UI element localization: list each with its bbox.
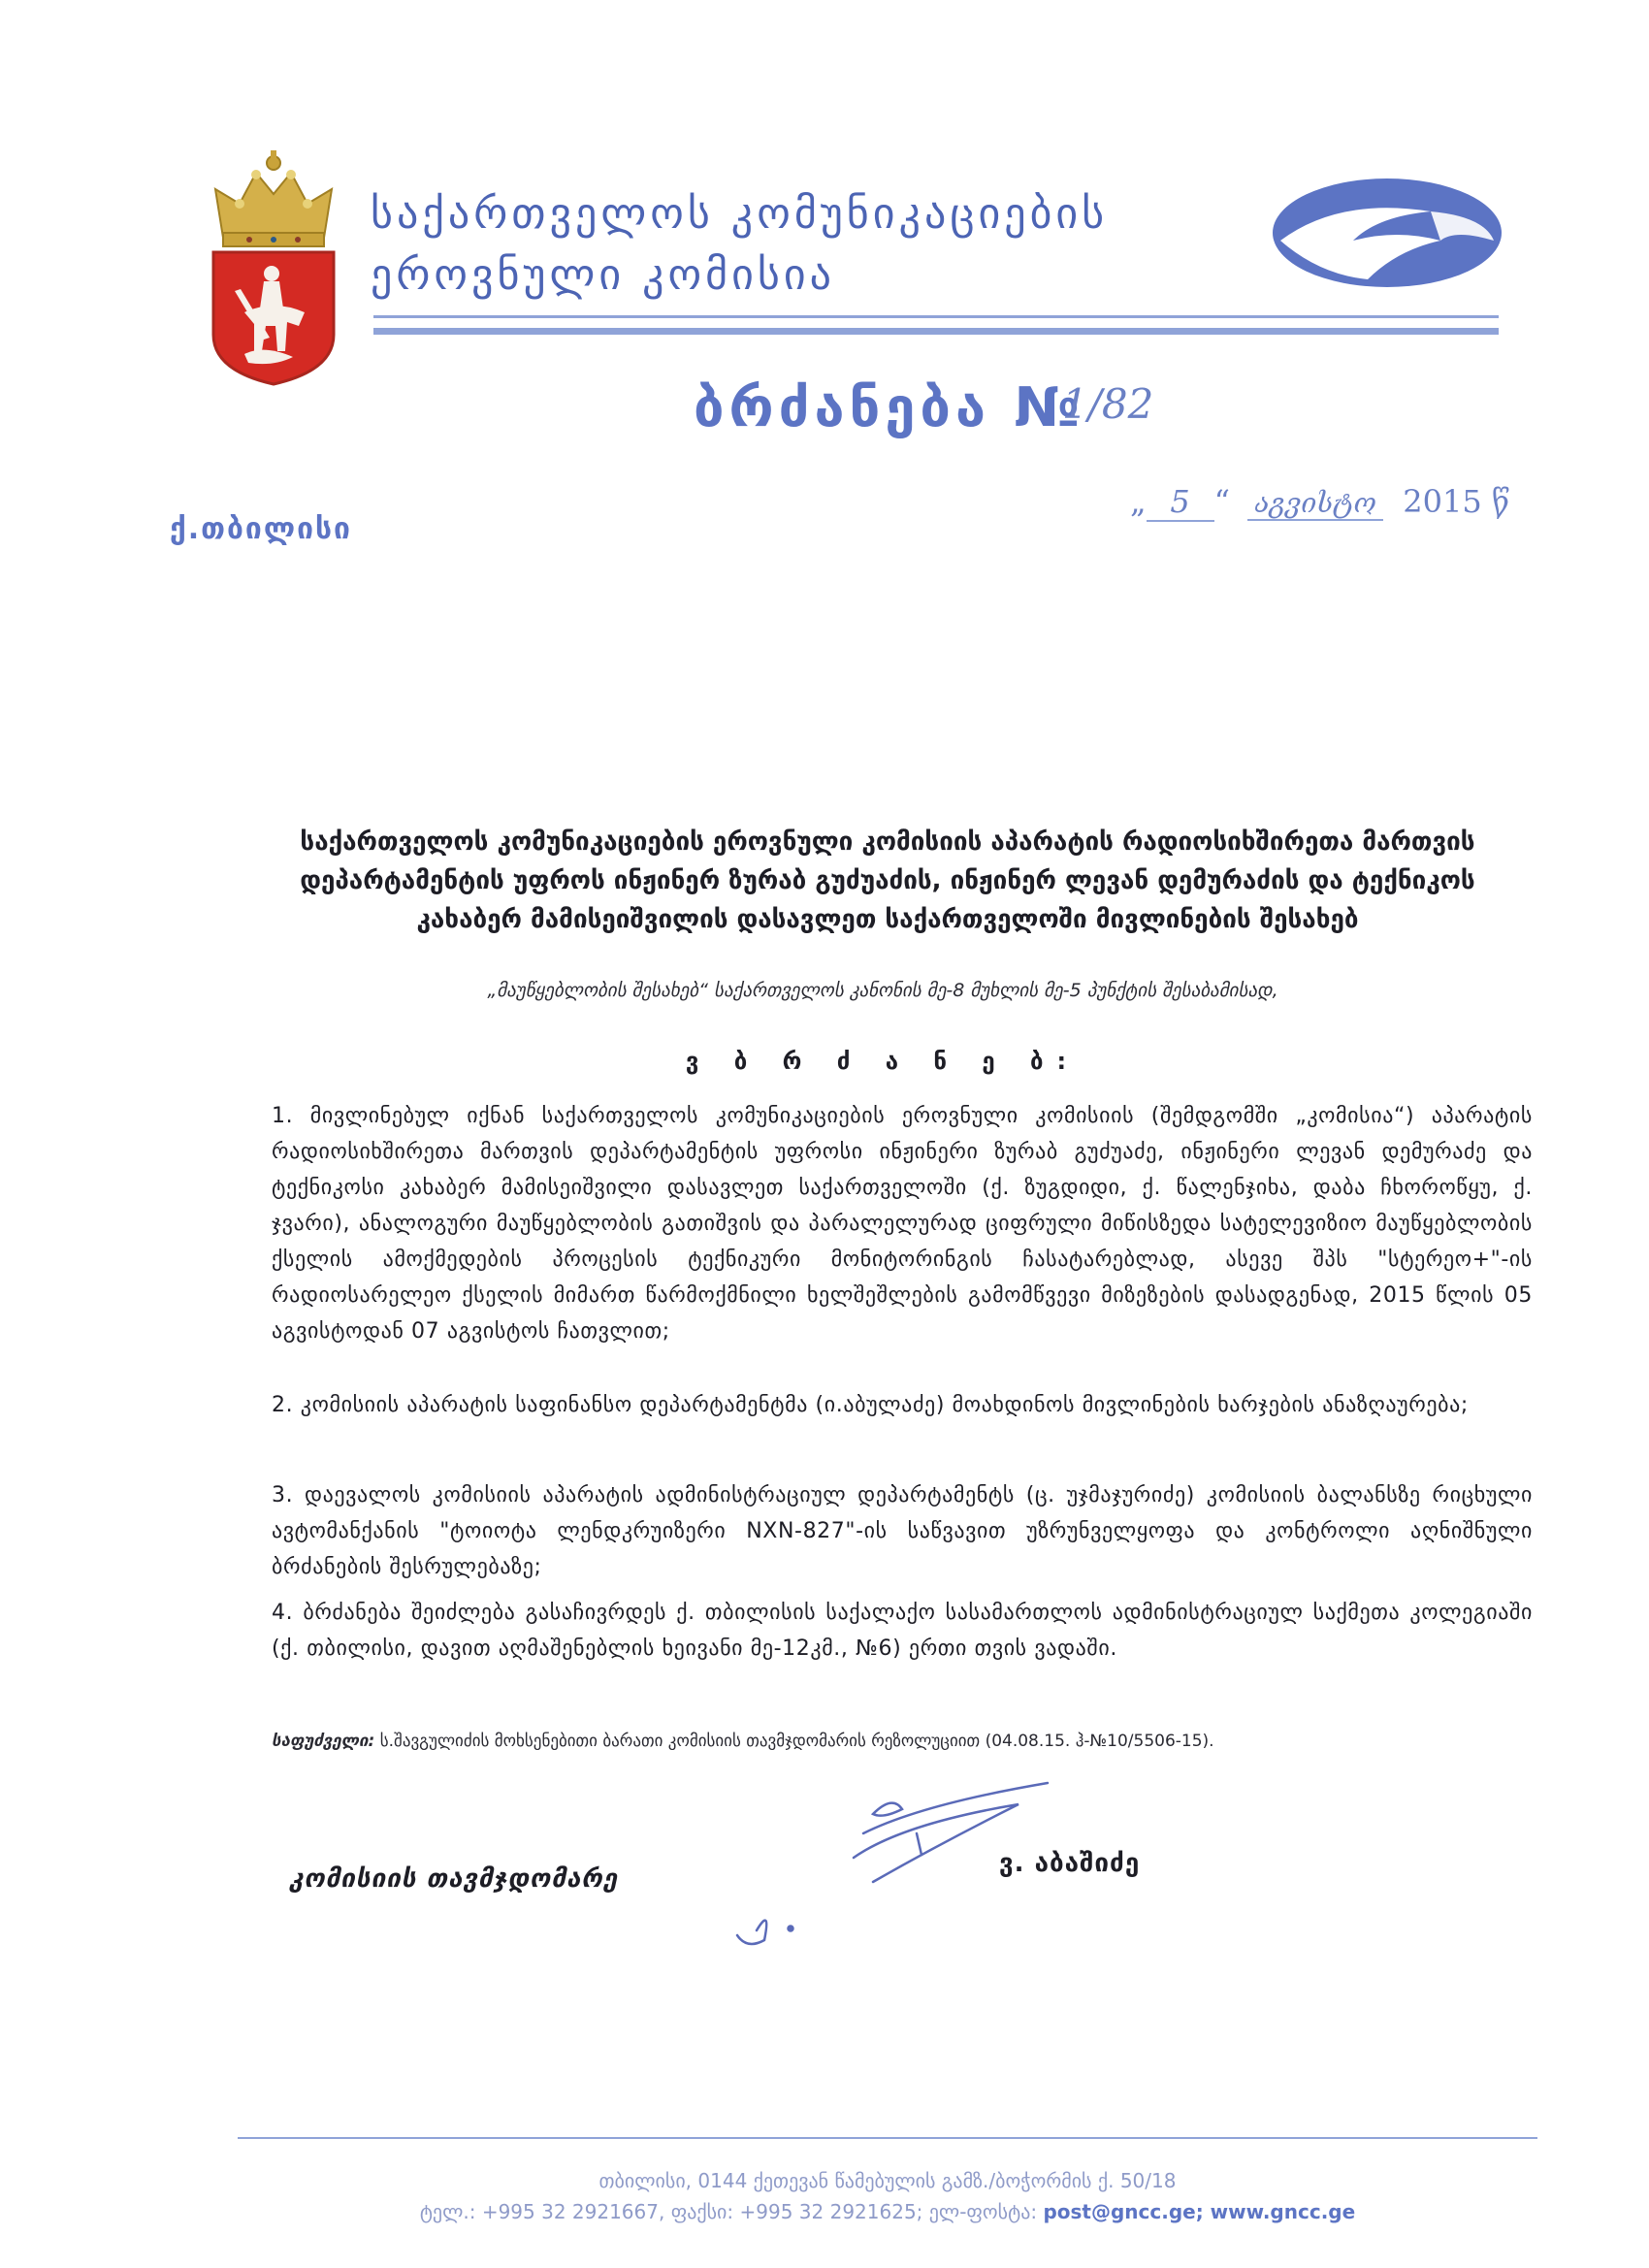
order-item-1: 1. მივლინებულ იქნან საქართველოს კომუნიკაციების ეროვნული კომისიის (შემდგომში „კომისია“) აპარატის რადიოსიხშირეთა მართვის დეპარტამენტის უფროსი ინჟინერი ზურაბ გუძუაძე, ინჟინერი ლევან დემურაძე და ტექნიკოსი კახაბერ მამისეიშვილი დასავლეთ საქართველოში (ქ. ზუგდიდი, ქ. წალენჯიხა, დაბა ჩხოროწყუ, ქ. ჯვარი), ანალოგური მაუწყებლობის გათიშვის და პარალელურად ციფრული მიწისზედა სატელევიზიო მაუწყებლობის ქსელის ამოქმედების პროცესის ტექნიკური მონიტორინგის ჩასატარებლად, ასევე შპს "სტერეო+"-ის რადიოსარელეო ქსელის მიმართ წარმოქმნილი ხელშეშლების გამომწვევი მიზეზების დასადგენად, 2015 წლის 05 აგვისტოდან 07 აგვისტოს ჩათვლით; [272,1104,1533,1344]
footer-phone-fax: ტელ.: +995 32 2921667, ფაქსი: +995 32 2921625; ელ-ფოსტა: [419,2200,1044,2223]
date-year: 2015 წ [1403,483,1510,520]
coat-of-arms-emblem [206,146,341,388]
gncc-logo-icon [1261,173,1504,299]
header-divider-thick [373,328,1499,335]
order-item-4: 4. ბრძანება შეიძლება გასაჩივრდეს ქ. თბილისის საქალაქო სასამართლოს ადმინისტრაციულ საქმეთა კოლეგიაში (ქ. თბილისი, დავით აღმაშენებლის ხეივანი მე-12კმ., №6) ერთი თვის ვადაში. [272,1601,1533,1661]
legal-basis: „მაუწყებლობის შესახებ“ საქართველოს კანონის მე-8 მუხლის მე-5 პუნქტის შესაბამისად, [487,980,1278,1001]
header-divider-thin [373,315,1499,318]
footer-address: თბილისი, 0144 ქეთევან წამებულის გამზ./ბოჭორმის ქ. 50/18 [598,2169,1177,2192]
date-day: 5 [1147,483,1214,522]
date-month: აგვისტო [1247,487,1383,521]
order-item-2: 2. კომისიის აპარატის საფინანსო დეპარტამენტმა (ი.აბულაძე) მოახდინოს მივლინების ხარჯების ანაზღაურება; [272,1393,1469,1417]
signatory-title: კომისიის თავმჯდომარე [289,1864,619,1894]
basis-note-label: საფუძველი: [272,1732,375,1751]
city-label: ქ.თბილისი [170,512,352,546]
footer-email-web-link[interactable]: post@gncc.ge; www.gncc.ge [1043,2200,1356,2223]
basis-note [272,1732,1533,1751]
crown-icon [215,150,332,246]
order-number: 1/82 [1062,380,1154,428]
basis-note-text: ს.შავგულიძის მოხსენებითი ბარათი კომისიის თავმჯდომარის რეზოლუციით (04.08.15. ჰ-№10/5506-15). [374,1732,1214,1751]
order-subject: საქართველოს კომუნიკაციების ეროვნული კომისიის აპარატის რადიოსიხშირეთა მართვის დეპარტამენტის უფროს ინჟინერ ზურაბ გუძუაძის, ინჟინერ ლევან დემურაძის და ტექნიკოს კახაბერ მამისეიშვილის დასავლეთ საქართველოში მივლინების შესახებ [300,827,1475,934]
footer-divider [238,2137,1537,2139]
org-name-line-1: საქართველოს კომუნიკაციების [371,189,1109,239]
order-date: „ 5 “ აგვისტო 2015 წ [1130,483,1510,520]
org-name-line-2: ეროვნული კომისია [371,250,835,300]
footer-contacts [238,2200,1537,2223]
order-heading: ვ ბ რ ძ ა ნ ე ბ: [685,1048,1081,1075]
signatory-name: ვ. აბაშიძე [999,1849,1141,1878]
order-item-3: 3. დაევალოს კომისიის აპარატის ადმინისტრაციულ დეპარტამენტს (ც. უჯმაჯურიძე) კომისიის ბალანსზე რიცხული ავტომანქანის "ტოიოტა ლენდკრუიზერი NXN-827"-ის საწვავით უზრუნველყოფა და კონტროლი აღნიშნული ბრძანების შესრულებაზე; [272,1483,1533,1579]
order-title: ბრძანება № [694,376,1084,439]
